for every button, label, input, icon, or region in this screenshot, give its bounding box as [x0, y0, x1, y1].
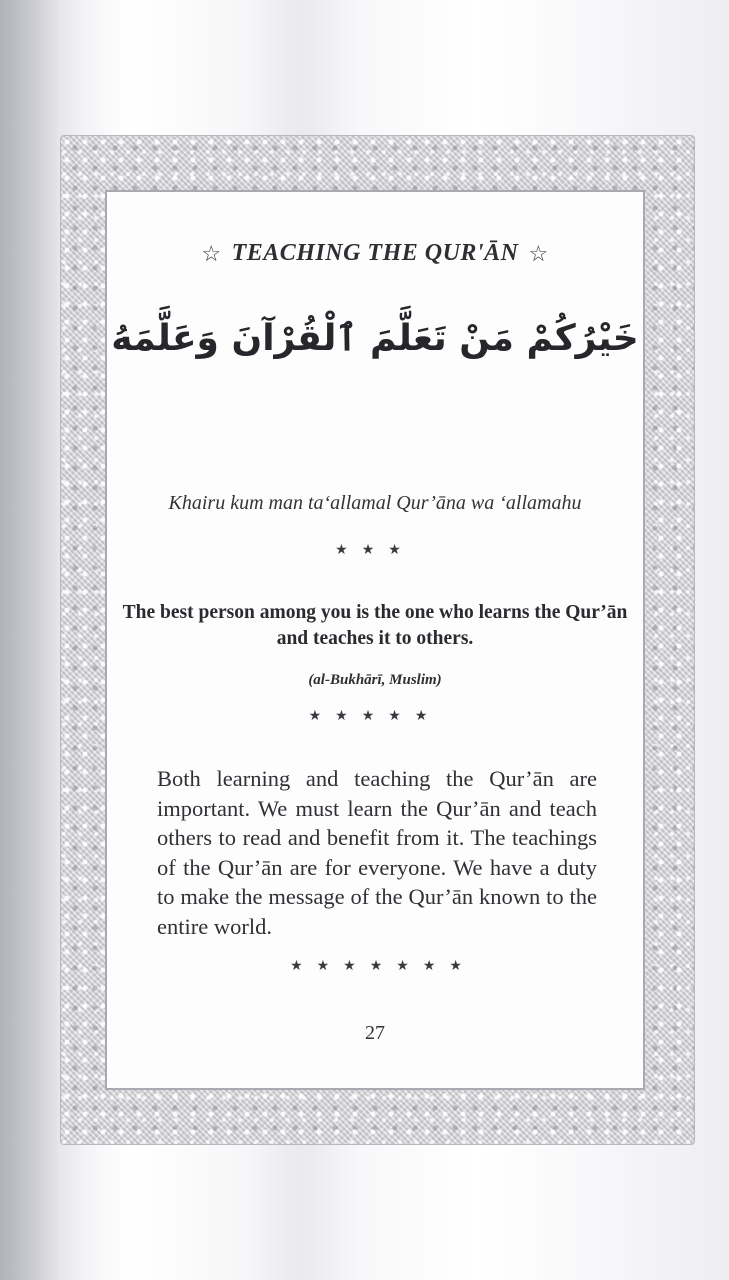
hadith-translation: The best person among you is the one who learns the Qur’ān and teaches it to others.: [122, 602, 628, 649]
star-outline-icon: ☆: [528, 240, 549, 266]
star-outline-icon: ☆: [201, 240, 222, 266]
star-divider-icon: ★★★★★★★: [290, 958, 476, 974]
page-title-text: TEACHING THE QUR'ĀN: [231, 240, 519, 266]
transliteration: Khairu kum man ta‘allamal Qur’āna wa ‘allamahu: [168, 492, 582, 514]
star-divider-icon: ★★★★★: [308, 708, 442, 724]
page-binding-shadow: [0, 0, 60, 1280]
arabic-hadith: خَيْرُكُمْ مَنْ تَعَلَّمَ ٱلْقُرْآنَ وَعَلَّمَهُ: [111, 318, 639, 359]
hadith-citation: (al-Bukhārī, Muslim): [308, 672, 442, 688]
page-title: [105, 240, 645, 267]
body-paragraph: Both learning and teaching the Qur’ān are important. We must learn the Qur’ān and teach others to read and benefit from it. The teachings of the Qur’ān are for everyone. We have a duty to make the message of the Qur’ān known to the entire world.: [157, 766, 597, 939]
page-number: 27: [365, 1022, 385, 1044]
star-divider-icon: ★★★: [335, 542, 415, 558]
